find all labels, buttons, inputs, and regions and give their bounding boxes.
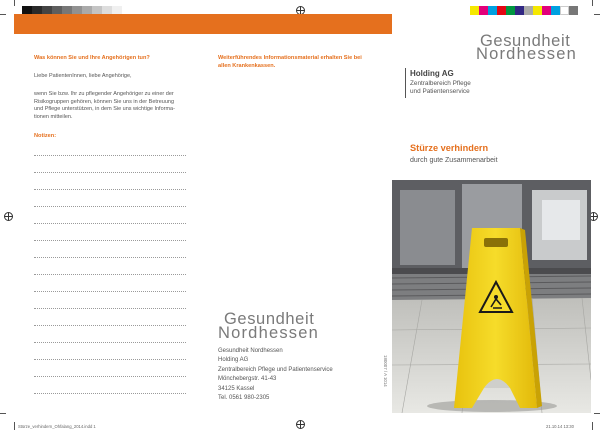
note-line xyxy=(34,291,186,292)
topic-title: Stürze verhindern xyxy=(410,143,489,153)
crop-mark xyxy=(14,422,15,430)
note-line xyxy=(34,393,186,394)
note-line xyxy=(34,376,186,377)
note-line xyxy=(34,172,186,173)
crop-mark xyxy=(592,0,593,6)
right-logo-line2: Nordhessen xyxy=(476,45,577,63)
note-line xyxy=(34,223,186,224)
note-line xyxy=(34,359,186,360)
note-line xyxy=(34,189,186,190)
crop-mark xyxy=(594,413,600,414)
note-line xyxy=(34,342,186,343)
orange-header-band xyxy=(14,14,392,34)
crop-mark xyxy=(14,0,15,6)
registration-mark-icon xyxy=(4,212,13,221)
note-line xyxy=(34,325,186,326)
middle-logo-line2: Nordhessen xyxy=(218,324,319,342)
right-logo-line1: Gesundheit xyxy=(480,32,571,50)
notes-label: Notizen: xyxy=(34,133,57,139)
note-line xyxy=(34,206,186,207)
holding-subtitle: Zentralbereich Pflege und Patientenservice xyxy=(410,80,471,96)
print-code: 180007 / A 1014 xyxy=(383,355,388,387)
crop-mark xyxy=(0,413,6,414)
holding-title: Holding AG xyxy=(410,69,454,78)
middle-heading: Weiterführendes Informationsmaterial erhalten Sie bei allen Krankenkassen. xyxy=(218,55,362,69)
crop-mark xyxy=(594,14,600,15)
print-timestamp: 21.10.14 13:30 xyxy=(546,424,574,429)
note-line xyxy=(34,308,186,309)
greeting: Liebe PatientenInnen, liebe Angehörige, xyxy=(34,73,132,79)
note-line xyxy=(34,274,186,275)
crop-mark xyxy=(592,422,593,430)
holding-divider xyxy=(405,68,406,98)
note-line xyxy=(34,257,186,258)
note-line xyxy=(34,240,186,241)
color-calibration-bar xyxy=(470,6,578,15)
topic-subtitle: durch gute Zusammenarbeit xyxy=(410,157,498,164)
registration-mark-icon xyxy=(296,420,305,429)
intro-paragraph: wenn Sie bzw. Ihr zu pflegender Angehöriger zu einer der Risikogruppen gehören, können Sie uns in der Betreuung und Pflege unterstützen, in dem Sie uns wichtige Informa- tionen mitteilen. xyxy=(34,91,175,120)
address-block: Gesundheit Nordhessen Holding AG Zentralbereich Pflege und Patientenservice Mönchebergstr. 41-43 34125 Kassel Tel. 0561 980-2305 xyxy=(218,348,333,402)
middle-logo-line1: Gesundheit xyxy=(224,310,315,328)
left-heading: Was können Sie und Ihre Angehörigen tun? xyxy=(34,55,150,61)
wet-floor-sign-photo xyxy=(392,180,591,413)
crop-mark xyxy=(0,14,6,15)
note-line xyxy=(34,155,186,156)
file-slug: Stürze_verhindern_Ohfalang_2014.indd 1 xyxy=(18,424,96,429)
